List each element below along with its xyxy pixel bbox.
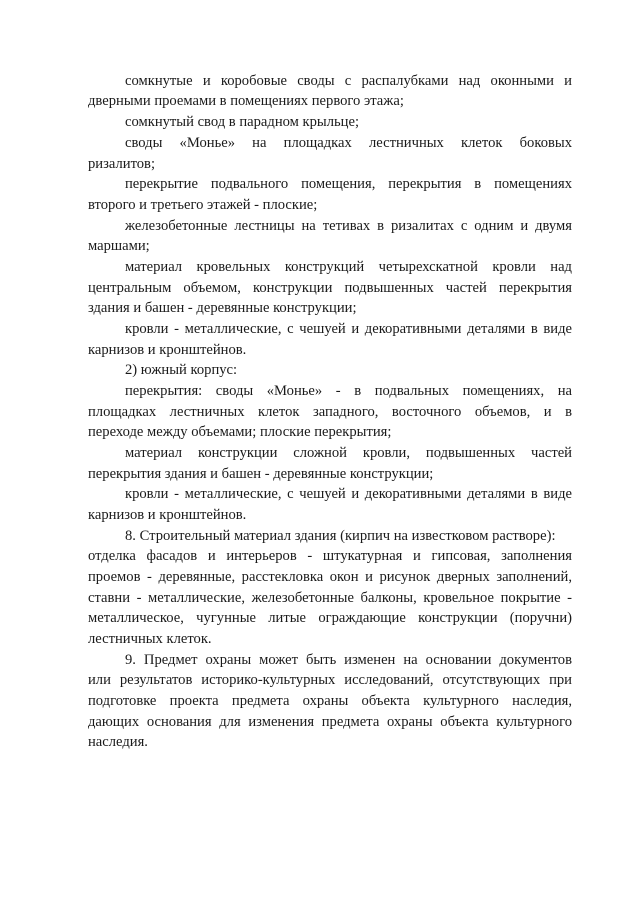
text-line: здания и башен - деревянные конструкции;: [88, 300, 357, 316]
text-line: ризалитов;: [88, 156, 155, 172]
text-line: второго и третьего этажей - плоские;: [88, 197, 318, 213]
text-line: 2) южный корпус:: [125, 362, 238, 378]
text-line: железобетонные лестницы на тетивах в ризалитах с одним и двумя: [125, 218, 572, 234]
text-line: переходе между объемами; плоские перекрытия;: [88, 424, 392, 440]
text-line: кровли - металлические, с чешуей и декоративными деталями в виде: [125, 321, 572, 337]
text-line: перекрытие подвального помещения, перекрытия в помещениях: [125, 176, 572, 192]
text-line: проемов - деревянные, расстекловка окон и рисунок дверных заполнений,: [88, 569, 572, 585]
text-line: подготовке проекта предмета охраны объекта культурного наследия,: [88, 693, 572, 709]
text-line: дверными проемами в помещениях первого этажа;: [88, 93, 404, 109]
text-line: карнизов и кронштейнов.: [88, 342, 247, 358]
text-line: материал конструкции сложной кровли, подвышенных частей: [125, 445, 572, 461]
text-line: перекрытия здания и башен - деревянные конструкции;: [88, 466, 434, 482]
text-line: лестничных клеток.: [88, 631, 212, 647]
text-line: площадках лестничных клеток западного, восточного объемов, и в: [88, 404, 572, 420]
text-line: кровли - металлические, с чешуей и декоративными деталями в виде: [125, 486, 572, 502]
text-line: карнизов и кронштейнов.: [88, 507, 247, 523]
text-line: сомкнутые и коробовые своды с распалубками над оконными и: [125, 73, 572, 89]
text-line: 9. Предмет охраны может быть изменен на основании документов: [125, 652, 572, 668]
text-line: ставни - металлические, железобетонные балконы, кровельное покрытие -: [88, 590, 572, 606]
text-line: материал кровельных конструкций четырехскатной кровли над: [125, 259, 572, 275]
text-line: центральным объемом, конструкции подвышенных частей перекрытия: [88, 280, 572, 296]
text-line: или результатов историко-культурных исследований, отсутствующих при: [88, 672, 572, 688]
text-line: металлическое, чугунные литые ограждающие конструкции (поручни): [88, 610, 572, 626]
text-line: маршами;: [88, 238, 150, 254]
text-line: дающих основания для изменения предмета охраны объекта культурного: [88, 714, 572, 730]
text-line: отделка фасадов и интерьеров - штукатурная и гипсовая, заполнения: [88, 548, 572, 564]
text-line: 8. Строительный материал здания (кирпич на известковом растворе):: [125, 528, 556, 544]
text-line: наследия.: [88, 734, 148, 750]
text-line: сомкнутый свод в парадном крыльце;: [125, 114, 359, 130]
text-line: перекрытия: своды «Монье» - в подвальных помещениях, на: [125, 383, 572, 399]
text-line: своды «Монье» на площадках лестничных клеток боковых: [125, 135, 572, 151]
